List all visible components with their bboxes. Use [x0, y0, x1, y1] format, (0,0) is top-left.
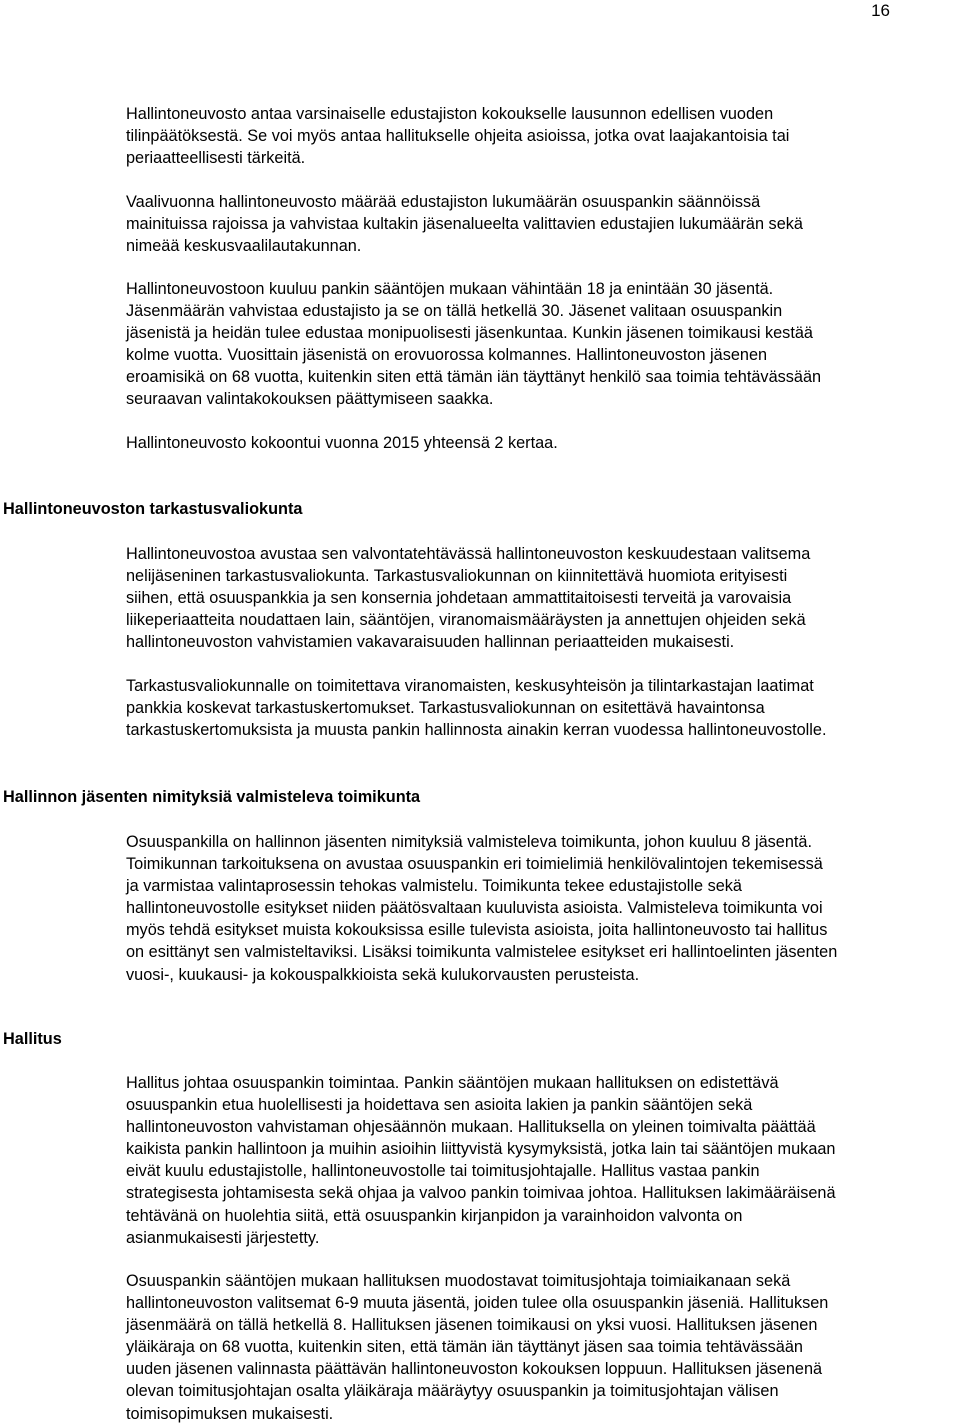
section-heading-nimitystoimikunta: Hallinnon jäsenten nimityksiä valmisteleva toimikunta	[3, 788, 421, 806]
text-line: nimeää keskusvaalilautakunnan.	[126, 237, 362, 256]
text-line: Vaalivuonna hallintoneuvosto määrää edustajiston lukumäärän osuuspankin säännöissä	[126, 193, 761, 211]
section-heading-hallitus: Hallitus	[3, 1030, 62, 1048]
text-line: nelijäseninen tarkastusvaliokunta. Tarkastusvaliokunnan on kiinnitettävä huomiota erityisesti	[126, 567, 788, 586]
text-line: eivät kuulu edustajistolle, hallintoneuvostolle tai toimitusjohtajalle. Hallitus vastaa pankin	[126, 1162, 760, 1181]
text-line: asianmukaisesti järjestetty.	[126, 1228, 320, 1247]
text-line: seuraavan valintakokouksen päättymiseen saakka.	[126, 390, 494, 409]
text-line: jäsenmäärä on tällä hetkellä 8. Hallituksen jäsenen toimikausi on yksi vuosi. Hallituksen jäsenen	[126, 1316, 818, 1335]
page-number: 16	[871, 1, 890, 20]
text-line: hallintoneuvoston vahvistamien vakavaraisuuden hallinnan periaatteiden mukaisesti.	[126, 633, 735, 652]
paragraph-tarkastuskertomukset	[126, 675, 952, 741]
text-line: strategisesta johtamisesta sekä ohjaa ja valvoo pankin toimivaa johtoa. Hallituksen lakimääräisenä	[126, 1184, 836, 1203]
text-line: Jäsenmäärän vahvistaa edustajisto ja se on tällä hetkellä 30. Jäsenet valitaan osuuspankin	[126, 302, 783, 321]
text-line: liikeperiaatteita noudattaen lain, sääntöjen, viranomaismääräysten ja annettujen ohjeiden sekä	[126, 611, 806, 630]
paragraph-hallintoneuvoston-jasenet	[126, 278, 952, 411]
text-line: toimisopimuksen mukaisesti.	[126, 1404, 334, 1423]
paragraph-hallituksen-kokoonpano	[126, 1270, 952, 1425]
text-line: hallintoneuvostolle esitykset niiden päätösvaltaan kuuluvista asioista. Valmisteleva toimikunta voi	[126, 899, 823, 918]
text-line: kaikista pankin hallintoon ja muihin asioihin liittyvistä kysymyksistä, jotka lain tai sääntöjen mukaan	[126, 1140, 836, 1159]
text-line: kolme vuotta. Vuosittain jäsenistä on erovuorossa kolmannes. Hallintoneuvoston jäsenen	[126, 346, 768, 365]
text-line: ja varmistaa valintaprosessin tehokas valmistelu. Toimikunta tekee edustajistolle sekä	[126, 877, 742, 896]
text-line: eroamisikä on 68 vuotta, kuitenkin siten että tämän iän täyttänyt henkilö saa toimia tehtävässään	[126, 368, 822, 387]
text-line: Toimikunnan tarkoituksena on avustaa osuuspankin eri toimielimiä henkilövalintojen tekemisessä	[126, 855, 823, 874]
paragraph-nimitystoimikunta	[126, 831, 952, 986]
text-line: Hallintoneuvosto kokoontui vuonna 2015 yhteensä 2 kertaa.	[126, 434, 558, 452]
text-line: vuosi-, kuukausi- ja kokouspalkkioista sekä kulukorvausten perusteista.	[126, 965, 640, 984]
text-line: Hallitus johtaa osuuspankin toimintaa. Pankin sääntöjen mukaan hallituksen on edistettävä	[126, 1074, 779, 1092]
text-line: Hallintoneuvosto antaa varsinaiselle edustajiston kokoukselle lausunnon edellisen vuoden	[126, 105, 774, 123]
paragraph-kokoontumiset	[126, 432, 952, 454]
text-line: Tarkastusvaliokunnalle on toimitettava viranomaisten, keskusyhteisön ja tilintarkastajan laatimat	[126, 677, 814, 695]
text-line: hallintoneuvoston valitsemat 6-9 muuta jäsentä, joiden tulee olla osuuspankin jäseniä. Hallituksen	[126, 1294, 829, 1313]
paragraph-tarkastusvaliokunta-tehtava	[126, 543, 952, 653]
section-heading-tarkastusvaliokunta: Hallintoneuvoston tarkastusvaliokunta	[3, 500, 303, 518]
paragraph-vaalivuonna	[126, 191, 952, 257]
text-line: tarkastuskertomuksista ja muusta pankin hallinnosta ainakin kerran vuodessa hallintoneuvostolle.	[126, 721, 827, 740]
text-line: pankkia koskevat tarkastuskertomukset. Tarkastusvaliokunnan on esitettävä havaintonsa	[126, 699, 765, 718]
text-line: uuden jäsenen valinnasta päättävän hallintoneuvoston kokouksen loppuun. Hallituksen jäsenenä	[126, 1360, 823, 1379]
text-line: tilinpäätöksestä. Se voi myös antaa hallitukselle ohjeita asioissa, jotka ovat laajakantoisia tai	[126, 127, 790, 146]
text-line: Hallintoneuvostoa avustaa sen valvontatehtävässä hallintoneuvoston keskuudestaan valitsema	[126, 545, 811, 563]
text-line: Osuuspankilla on hallinnon jäsenten nimityksiä valmisteleva toimikunta, johon kuuluu 8 jäsentä.	[126, 833, 813, 851]
text-line: hallintoneuvoston vahvistaman ohjesäännön mukaan. Hallituksella on yleinen toimivalta päättää	[126, 1118, 816, 1137]
text-line: siihen, että osuuspankkia ja sen konsernia johdetaan ammattitaitoisesti terveitä ja varovaisia	[126, 589, 792, 608]
text-line: periaatteellisesti tärkeitä.	[126, 149, 306, 168]
text-line: yläikäraja on 68 vuotta, kuitenkin siten, että tämän iän täyttänyt jäsen saa toimia tehtävässään	[126, 1338, 803, 1357]
text-line: mainituissa rajoissa ja vahvistaa kultakin jäsenalueelta valittavien edustajien lukumäärän sekä	[126, 215, 803, 234]
text-line: tehtävänä on huolehtia siitä, että osuuspankin kirjanpidon ja varainhoidon valvonta on	[126, 1206, 743, 1225]
text-line: myös tehdä esitykset muista kokouksissa esille tulevista asioista, joita hallintoneuvosto tai hallitus	[126, 921, 828, 940]
paragraph-hallitus-tehtavat	[126, 1072, 952, 1249]
text-line: olevan toimitusjohtajan osalta yläikäraja määräytyy osuuspankin ja toimitusjohtajan välisen	[126, 1382, 779, 1401]
paragraph-hallintoneuvosto-lausunto	[126, 103, 952, 169]
text-line: osuuspankin etua huolellisesti ja hoidettava sen asioita lakien ja pankin sääntöjen sekä	[126, 1096, 753, 1115]
text-line: jäsenistä ja heidän tulee edustaa monipuolisesti jäsenkuntaa. Kunkin jäsenen toimikausi kestää	[126, 324, 813, 343]
text-line: Osuuspankin sääntöjen mukaan hallituksen muodostavat toimitusjohtaja toimiaikanaan sekä	[126, 1272, 791, 1290]
text-line: Hallintoneuvostoon kuuluu pankin sääntöjen mukaan vähintään 18 ja enintään 30 jäsentä.	[126, 280, 774, 298]
text-line: on esittänyt sen valmisteltaviksi. Lisäksi toimikunta valmistelee esitykset eri hallintoelinten jäsenten	[126, 943, 838, 962]
